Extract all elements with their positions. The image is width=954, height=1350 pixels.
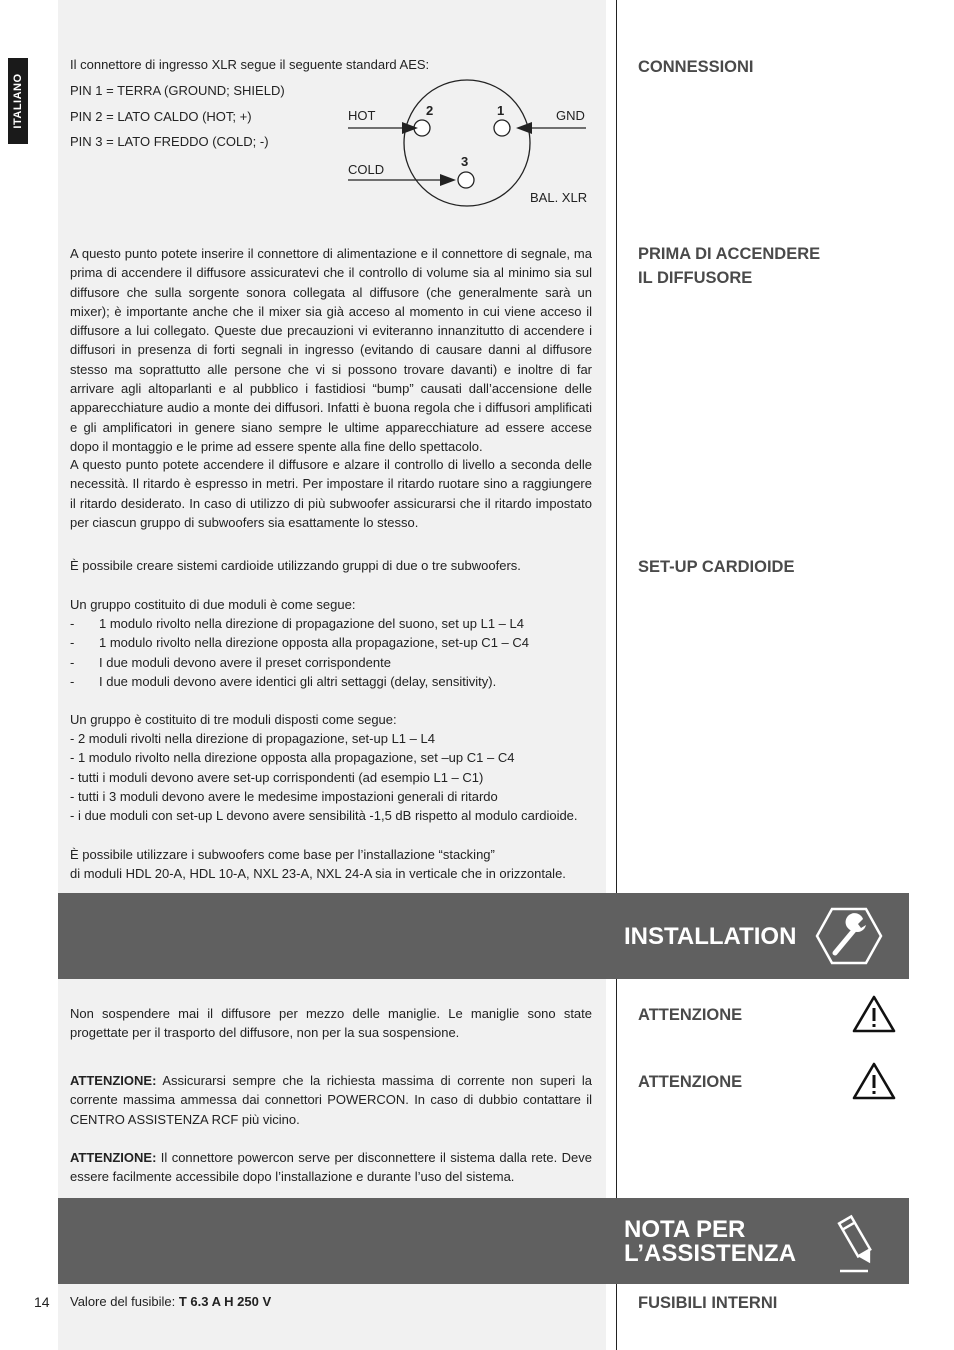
stacking-line-1: È possibile utilizzare i subwoofers come base per l’installazione “stacking” [70, 847, 495, 862]
assistenza-title [624, 1218, 796, 1266]
heading-attenzione-2: ATTENZIONE [638, 1073, 743, 1091]
fuse-value-line [70, 1292, 271, 1311]
wrench-icon [815, 907, 883, 965]
group3-title: Un gruppo è costituito di tre moduli disposti come segue: [70, 712, 397, 727]
bal-xlr-caption: BAL. XLR [530, 190, 588, 205]
cold-arrow-head [440, 174, 456, 186]
heading-connessioni: CONNESSIONI [638, 58, 754, 76]
pin-2: PIN 2 = LATO CALDO (HOT; +) [70, 109, 252, 124]
attenzione-body: Il connettore powercon serve per disconnettere il sistema dalla rete. Deve essere facilmente accessibile dopo l’installazione e durante l’uso del sistema. [70, 1150, 592, 1185]
attenzione-label: ATTENZIONE: [70, 1073, 157, 1088]
prima-paragraph-2: A questo punto potete accendere il diffusore e alzare il controllo di livello a seconda delle necessità. Il ritardo è espresso in metri. Per impostare il ritardo ruotare sino a raggiungere il ritardo desiderato. In caso di utilizzo di più subwoofer assicurarsi che il ritardo impostato per ciascun gruppo di subwoofers sia esattamente lo stesso. [70, 457, 592, 530]
installation-title: INSTALLATION [624, 923, 797, 950]
group2-list [70, 614, 529, 691]
cardioide-intro: È possibile creare sistemi cardioide utilizzando gruppi di due o tre subwoofers. [70, 558, 521, 573]
heading-prima-di-accendere [638, 242, 820, 290]
language-tab-label: ITALIANO [12, 73, 24, 129]
assistenza-title-line2: L’ASSISTENZA [624, 1240, 797, 1267]
list-item: - i due moduli con set-up L devono avere sensibilità -1,5 dB rispetto al modulo cardioide. [70, 808, 578, 824]
installation-band [58, 893, 909, 979]
column-divider [616, 0, 617, 1350]
warning-triangle-icon [852, 1061, 896, 1101]
prima-paragraph-1: A questo punto potete inserire il connettore di alimentazione e il connettore di segnale, ma prima di accendere il diffusore assicuratevi che il controllo di volume sia al minimo sia sul diffusore che sulla sorgente sonora collegata al diffusore (che generalmente sarà un mixer); è importante anche che il mixer sia già acceso al momento in cui viene acceso il diffusore a lui collegato. Queste due precauzioni vi eviteranno innanzitutto di accendere i diffusori in presenza di forti segnali in ingresso (evitando di causare danni al diffusore stesso ma soprattutto alle persone che vi si possono trovare davanti) e inoltre di far arrivare agli altoparlanti e al pubblico i fastidiosi “bump” causati dall’accensione delle apparecchiature audio a monte dei diffusori. Infatti è buona regola che i diffusori amplificati e gli amplificatori in genere siano sempre le ultime apparecchiature ad essere accese dopo il montaggio e le prime ad essere spente alla fine dello spettacolo. [70, 246, 592, 454]
list-item: - I due moduli devono avere identici gli altri settaggi (delay, sensitivity). [70, 672, 529, 691]
language-tab [8, 58, 28, 144]
gnd-label: GND [556, 108, 585, 123]
attenzione-text-3 [70, 1148, 592, 1187]
stacking-note [70, 845, 566, 884]
attenzione-label: ATTENZIONE: [70, 1150, 157, 1165]
xlr-diagram [340, 70, 590, 215]
fuse-value: T 6.3 A H 250 V [178, 1294, 272, 1309]
pin-1-number: 1 [497, 103, 505, 118]
heading-attenzione-1: ATTENZIONE [638, 1006, 743, 1024]
group3-list [70, 729, 578, 825]
xlr-pin-1-socket [494, 120, 510, 136]
pin-2-number: 2 [426, 103, 434, 118]
warning-triangle-icon [852, 994, 896, 1034]
heading-cardioide: SET-UP CARDIOIDE [638, 558, 795, 576]
heading-prima-line2: IL DIFFUSORE [638, 269, 753, 287]
cold-label: COLD [348, 162, 385, 177]
assistenza-band [58, 1198, 909, 1284]
fuse-label: Valore del fusibile: [70, 1294, 179, 1309]
list-item: - tutti i 3 moduli devono avere le medesime impostazioni generali di ritardo [70, 788, 498, 804]
list-item: - 2 moduli rivolti nella direzione di propagazione, set-up L1 – L4 [70, 731, 435, 746]
list-item: - I due moduli devono avere il preset corrispondente [70, 653, 529, 672]
list-item: - 1 modulo rivolto nella direzione opposta alla propagazione, set-up C1 – C4 [70, 633, 529, 652]
pin-3: PIN 3 = LATO FREDDO (COLD; -) [70, 134, 269, 149]
xlr-pin-3-socket [458, 172, 474, 188]
hot-label: HOT [348, 108, 376, 123]
pin-3-number: 3 [461, 154, 469, 169]
pencil-icon [836, 1212, 882, 1274]
pin-1: PIN 1 = TERRA (GROUND; SHIELD) [70, 83, 285, 98]
page-number: 14 [34, 1294, 50, 1310]
gnd-arrow-head [516, 122, 532, 134]
assistenza-title-line1: NOTA PER [624, 1216, 746, 1243]
heading-fusibili-interni: FUSIBILI INTERNI [638, 1294, 778, 1312]
list-item: - tutti i moduli devono avere set-up corrispondenti (ad esempio L1 – C1) [70, 769, 484, 785]
attenzione-text-2 [70, 1071, 592, 1129]
list-item: - 1 modulo rivolto nella direzione opposta alla propagazione, set –up C1 – C4 [70, 750, 515, 766]
list-item: - 1 modulo rivolto nella direzione di propagazione del suono, set up L1 – L4 [70, 614, 529, 633]
heading-prima-line1: PRIMA DI ACCENDERE [638, 245, 821, 263]
attenzione-body: Assicurarsi sempre che la richiesta massima di corrente non superi la corrente massima ammessa dai connettori POWERCON. In caso di dubbio contattare il CENTRO ASSISTENZA RCF più vicino. [70, 1073, 592, 1127]
stacking-line-2: di moduli HDL 20-A, HDL 10-A, NXL 23-A, NXL 24-A sia in verticale che in orizzontale. [70, 866, 566, 882]
attenzione-text-1: Non sospendere mai il diffusore per mezzo delle maniglie. Le maniglie sono state progettate per il trasporto del diffusore, non per la sua sospensione. [70, 1006, 592, 1041]
group2-title: Un gruppo costituito di due moduli è come segue: [70, 597, 356, 612]
xlr-intro: Il connettore di ingresso XLR segue il seguente standard AES: [70, 57, 430, 72]
